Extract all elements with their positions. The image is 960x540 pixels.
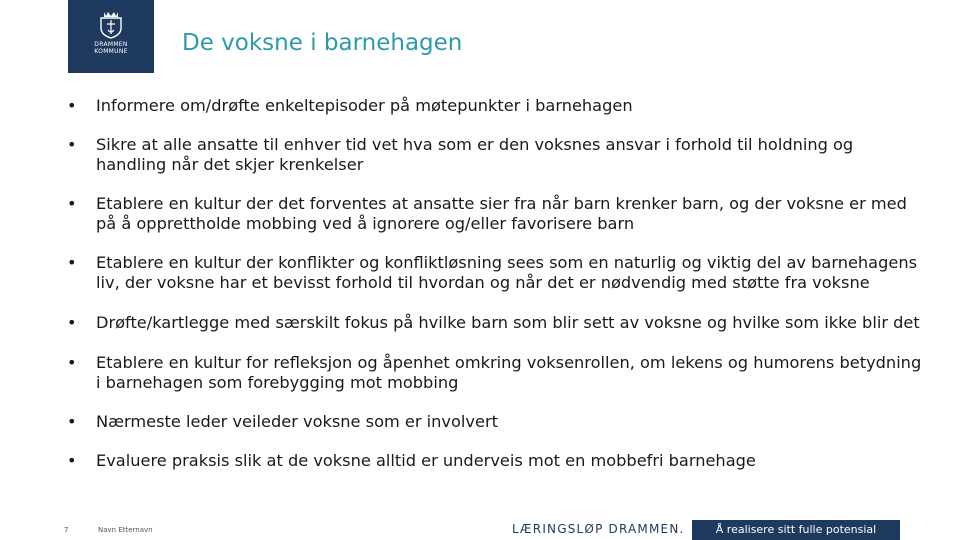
bullet-text: Etablere en kultur for refleksjon og åpenhet omkring voksenrollen, om lekens og humorens betydning i barnehagen som forebygging mot mobbing (96, 353, 922, 392)
bullet-text: Etablere en kultur der det forventes at ansatte sier fra når barn krenker barn, og der voksne er med på å opprettholde mobbing ved å ignorere og/eller favorisere barn (96, 194, 907, 233)
bullet-item (65, 313, 925, 333)
bullet-text: Nærmeste leder veileder voksne som er involvert (96, 412, 498, 431)
bullet-dot-icon: • (67, 96, 77, 115)
bullet-item (65, 194, 925, 234)
logo-line-2: KOMMUNE (94, 48, 128, 55)
bullet-text: Informere om/drøfte enkeltepisoder på møtepunkter i barnehagen (96, 96, 633, 115)
page-number: 7 (64, 526, 69, 534)
bullet-item (65, 412, 925, 432)
bullet-dot-icon: • (67, 353, 77, 372)
bullet-dot-icon: • (67, 451, 77, 470)
bullet-text: Evaluere praksis slik at de voksne alltid er underveis mot en mobbefri barnehage (96, 451, 756, 470)
bullet-list (65, 96, 925, 471)
author-name: Navn Etternavn (98, 526, 153, 534)
logo-line-1: DRAMMEN (94, 41, 128, 48)
bullet-dot-icon: • (67, 313, 77, 332)
slide-title: De voksne i barnehagen (182, 30, 463, 56)
bullet-text: Etablere en kultur der konflikter og konfliktløsning sees som en naturlig og viktig del av barnehagens liv, der voksne har et bevisst forhold til hvordan og når det er nødvendig med støtte fra voksne (96, 253, 918, 292)
bullet-item (65, 253, 925, 293)
bullet-item (65, 135, 925, 175)
bullet-dot-icon: • (67, 194, 77, 213)
slogan-bar: Å realisere sitt fulle potensial (692, 520, 900, 540)
bullet-dot-icon: • (67, 412, 77, 431)
drammen-kommune-logo (68, 0, 154, 73)
bullet-item (65, 96, 925, 116)
bullet-text: Drøfte/kartlegge med særskilt fokus på hvilke barn som blir sett av voksne og hvilke som ikke blir det (96, 313, 920, 332)
brand-text: LÆRINGSLØP DRAMMEN. (512, 522, 685, 536)
coat-of-arms-icon (98, 9, 124, 39)
bullet-dot-icon: • (67, 135, 77, 154)
bullet-text: Sikre at alle ansatte til enhver tid vet hva som er den voksnes ansvar i forhold til holdning og handling når det skjer krenkelser (96, 135, 854, 174)
bullet-item (65, 451, 925, 471)
bullet-dot-icon: • (67, 253, 77, 272)
bullet-item (65, 353, 925, 393)
